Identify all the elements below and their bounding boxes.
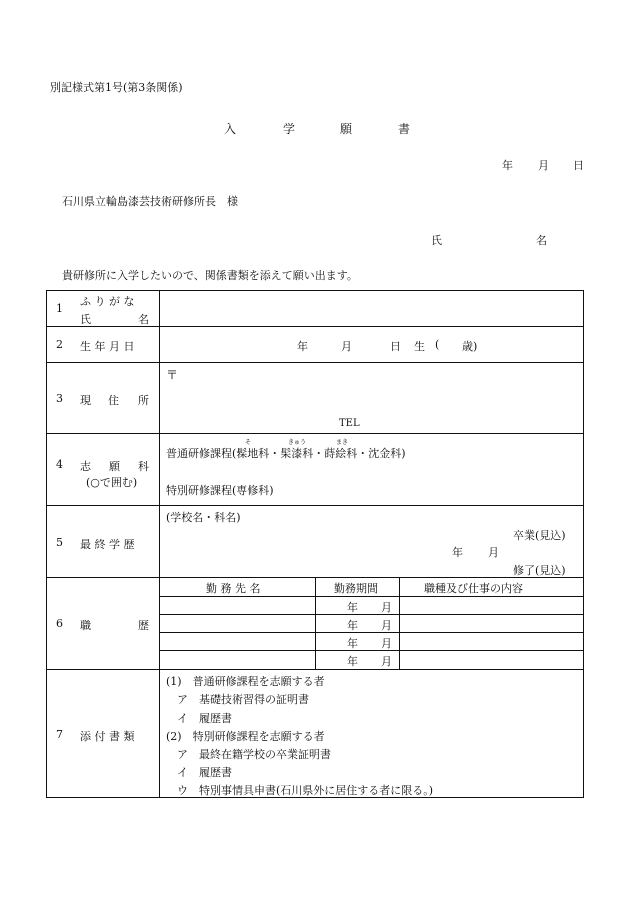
name-label: 名: [138, 313, 149, 326]
row-divider: [46, 505, 584, 506]
birth-month-label: 月: [341, 340, 352, 353]
employment-label-char: 職: [80, 619, 91, 632]
age-label: 歳): [462, 340, 478, 353]
job-description-input[interactable]: [401, 598, 582, 613]
row-number: 5: [56, 536, 63, 549]
education-input-area[interactable]: [161, 525, 441, 575]
attachment-item: ア 最終在籍学校の卒業証明書: [166, 748, 331, 761]
intro-text: 貴研修所に入学したいので、関係書類を添えて願い出ます。: [62, 269, 358, 282]
period-header: 勤務期間: [334, 582, 378, 595]
job-description-header: 職種及び仕事の内容: [424, 582, 523, 595]
row-divider: [159, 632, 584, 633]
employment-label-char: 歴: [138, 619, 149, 632]
row-divider: [159, 650, 584, 651]
name-input-area[interactable]: [161, 292, 582, 325]
birth-day-label: 日: [390, 340, 401, 353]
title-char: 入: [224, 122, 237, 136]
row-divider: [46, 326, 584, 327]
education-year-label: 年: [452, 546, 463, 559]
furigana-label: ふ り が な: [80, 295, 135, 308]
job-description-input[interactable]: [401, 652, 582, 667]
employer-input[interactable]: [161, 652, 313, 667]
attachment-item: (1) 普通研修課程を志願する者: [166, 675, 325, 688]
row-divider: [159, 596, 584, 597]
date-day: 日: [573, 159, 584, 172]
attachment-item: ア 基礎技術習得の証明書: [166, 693, 309, 706]
graduation-label: 卒業(見込): [513, 529, 566, 542]
period-month-label: 月: [381, 619, 392, 632]
period-month-label: 月: [381, 655, 392, 668]
postal-mark: 〒: [166, 368, 179, 382]
row-number: 4: [56, 458, 63, 471]
employer-input[interactable]: [161, 634, 313, 649]
job-description-input[interactable]: [401, 634, 582, 649]
period-year-label: 年: [347, 655, 358, 668]
column-divider: [315, 577, 316, 669]
education-label: 最 終 学 歴: [80, 538, 135, 551]
row-number: 3: [56, 392, 63, 405]
birthdate-input-area[interactable]: [161, 328, 582, 361]
address-input-area[interactable]: [161, 364, 582, 432]
birthdate-label: 生 年 月 日: [80, 340, 135, 353]
addressee: 石川県立輪島漆芸技術研修所長 様: [62, 195, 238, 208]
employer-input[interactable]: [161, 616, 313, 631]
title-char: 学: [283, 122, 296, 136]
period-year-label: 年: [347, 619, 358, 632]
address-label-char: 所: [138, 394, 149, 407]
employer-input[interactable]: [161, 598, 313, 613]
general-course-option[interactable]: 普通研修課程(髹地科・髤漆科・蒔絵科・沈金科): [166, 447, 406, 460]
row-number: 6: [56, 617, 63, 630]
completion-label: 修了(見込): [513, 564, 566, 577]
tel-label: TEL: [339, 418, 360, 429]
course-label-char: 科: [138, 460, 149, 473]
period-month-label: 月: [381, 637, 392, 650]
applicant-name-label-1: 氏: [431, 234, 442, 247]
ruby-text: きゅう: [288, 439, 307, 446]
form-reference: 別記様式第1号(第3条関係): [50, 81, 183, 94]
special-course-option[interactable]: 特別研修課程(専修科): [166, 484, 274, 497]
applicant-name-label-2: 名: [536, 234, 547, 247]
row-divider: [46, 433, 584, 434]
address-label-char: 住: [108, 394, 119, 407]
address-label-char: 現: [80, 394, 91, 407]
school-name-label: (学校名・科名): [166, 511, 241, 524]
course-label-char: 願: [109, 460, 120, 473]
date-year: 年: [502, 159, 513, 172]
row-divider: [46, 669, 584, 670]
row-divider: [159, 614, 584, 615]
attachment-item: (2) 特別研修課程を志願する者: [166, 730, 325, 743]
job-description-input[interactable]: [401, 616, 582, 631]
attachments-label: 添 付 書 類: [80, 730, 135, 743]
title-char: 願: [340, 122, 353, 136]
ruby-text: そ: [245, 439, 252, 446]
row-number: 1: [56, 302, 63, 315]
date-month: 月: [538, 159, 549, 172]
title-char: 書: [398, 122, 411, 136]
education-month-label: 月: [488, 546, 499, 559]
row-divider: [46, 362, 584, 363]
birth-year-label: 年: [297, 340, 308, 353]
circle-instruction: (○で囲む): [86, 476, 138, 489]
age-paren: (: [435, 338, 440, 351]
ruby-text: まき: [336, 439, 349, 446]
attachment-item: ウ 特別事情具申書(石川県外に居住する者に限る。): [166, 784, 434, 797]
period-year-label: 年: [347, 601, 358, 614]
column-divider: [159, 290, 160, 798]
attachment-item: イ 履歴書: [166, 712, 232, 725]
attachment-item: イ 履歴書: [166, 766, 232, 779]
course-label-char: 志: [80, 460, 91, 473]
column-divider: [399, 577, 400, 669]
employer-header: 勤 務 先 名: [206, 582, 261, 595]
period-month-label: 月: [381, 601, 392, 614]
row-number: 7: [56, 728, 63, 741]
name-label: 氏: [80, 313, 91, 326]
period-year-label: 年: [347, 637, 358, 650]
birth-label: 生: [414, 340, 425, 353]
row-number: 2: [56, 338, 63, 351]
